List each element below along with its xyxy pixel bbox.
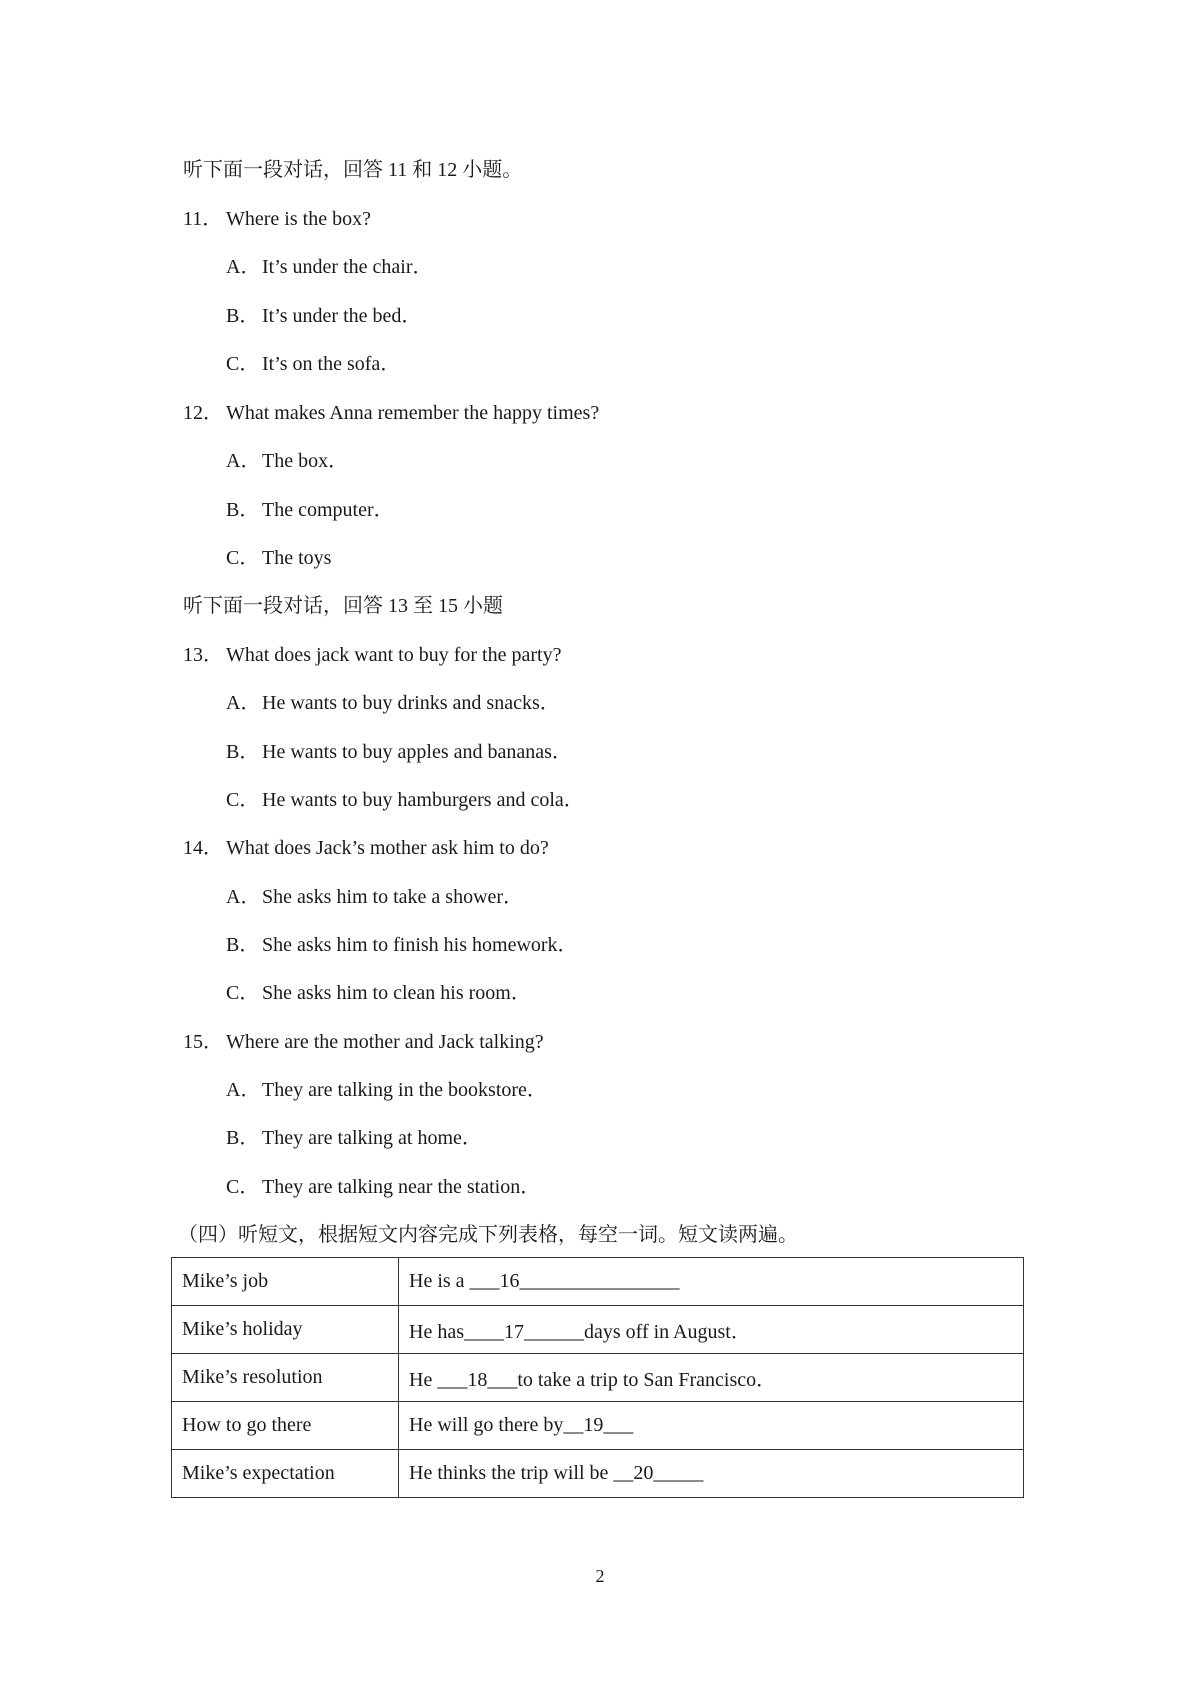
table-row — [172, 1450, 1024, 1498]
question-13 — [183, 643, 561, 667]
option-letter: B． — [226, 1127, 260, 1149]
table-row — [172, 1402, 1024, 1450]
question-14-option-b — [226, 933, 578, 957]
question-13-option-c — [226, 788, 584, 812]
question-text: What does Jack’s mother ask him to do? — [226, 837, 549, 859]
fill-in-table — [171, 1257, 1024, 1498]
question-number: 11． — [183, 208, 223, 230]
row-content: He thinks the trip will be __20_____ — [399, 1450, 1024, 1498]
option-text: He wants to buy apples and bananas． — [262, 741, 572, 763]
question-text: What makes Anna remember the happy times? — [226, 402, 600, 424]
question-11 — [183, 207, 371, 231]
row-label: Mike’s expectation — [172, 1450, 399, 1498]
section-heading-dialogue-2: 听下面一段对话，回答 13 至 15 小题 — [183, 595, 503, 617]
question-13-option-a — [226, 691, 560, 715]
question-11-option-c — [226, 352, 400, 376]
table-row — [172, 1354, 1024, 1402]
option-text: It’s on the sofa． — [262, 353, 401, 375]
option-text: They are talking in the bookstore． — [262, 1079, 547, 1101]
option-text: The toys — [262, 547, 332, 569]
option-text: He wants to buy drinks and snacks． — [262, 692, 560, 714]
question-15-option-a — [226, 1078, 547, 1102]
question-12-option-c — [226, 546, 331, 570]
question-text: Where are the mother and Jack talking? — [226, 1031, 544, 1053]
option-text: They are talking near the station． — [262, 1176, 541, 1198]
option-letter: A． — [226, 1079, 261, 1101]
option-letter: C． — [226, 789, 260, 811]
question-number: 14． — [183, 837, 223, 859]
option-letter: C． — [226, 353, 260, 375]
option-text: The box． — [262, 450, 349, 472]
option-text: They are talking at home． — [262, 1127, 482, 1149]
question-14-option-a — [226, 885, 523, 909]
question-14 — [183, 836, 549, 860]
option-letter: A． — [226, 692, 261, 714]
row-content: He has____17______days off in August． — [399, 1306, 1024, 1354]
question-number: 13． — [183, 644, 223, 666]
question-12 — [183, 401, 599, 425]
question-14-option-c — [226, 981, 531, 1005]
option-letter: C． — [226, 1176, 260, 1198]
table-row — [172, 1258, 1024, 1306]
option-letter: B． — [226, 499, 260, 521]
option-text: She asks him to clean his room． — [262, 982, 531, 1004]
option-text: She asks him to take a shower． — [262, 886, 524, 908]
row-label: Mike’s resolution — [172, 1354, 399, 1402]
row-content: He ___18___to take a trip to San Francisco． — [399, 1354, 1024, 1402]
row-label: Mike’s holiday — [172, 1306, 399, 1354]
row-label: Mike’s job — [172, 1258, 399, 1306]
page-number: 2 — [595, 1566, 605, 1586]
option-letter: B． — [226, 934, 260, 956]
question-15-option-c — [226, 1175, 540, 1199]
option-letter: C． — [226, 982, 260, 1004]
option-text: She asks him to finish his homework． — [262, 934, 578, 956]
row-label: How to go there — [172, 1402, 399, 1450]
question-number: 15． — [183, 1031, 223, 1053]
question-text: What does jack want to buy for the party? — [226, 644, 562, 666]
option-letter: C． — [226, 547, 260, 569]
row-content: He is a ___16________________ — [399, 1258, 1024, 1306]
question-11-option-a — [226, 255, 433, 279]
option-letter: B． — [226, 305, 260, 327]
option-text: It’s under the chair． — [262, 256, 433, 278]
option-letter: A． — [226, 256, 261, 278]
question-15 — [183, 1030, 544, 1054]
question-15-option-b — [226, 1126, 482, 1150]
question-13-option-b — [226, 740, 572, 764]
section-heading-part-4: （四）听短文，根据短文内容完成下列表格，每空一词。短文读两遍。 — [178, 1224, 798, 1246]
option-text: It’s under the bed． — [262, 305, 422, 327]
option-letter: A． — [226, 450, 261, 472]
option-letter: B． — [226, 741, 260, 763]
row-content: He will go there by__19___ — [399, 1402, 1024, 1450]
question-number: 12． — [183, 402, 223, 424]
table-row — [172, 1306, 1024, 1354]
question-11-option-b — [226, 304, 421, 328]
option-text: The computer． — [262, 499, 394, 521]
question-12-option-a — [226, 449, 348, 473]
section-heading-dialogue-1: 听下面一段对话，回答 11 和 12 小题。 — [183, 159, 523, 181]
question-12-option-b — [226, 498, 394, 522]
option-letter: A． — [226, 886, 261, 908]
option-text: He wants to buy hamburgers and cola． — [262, 789, 584, 811]
question-text: Where is the box? — [226, 208, 371, 230]
